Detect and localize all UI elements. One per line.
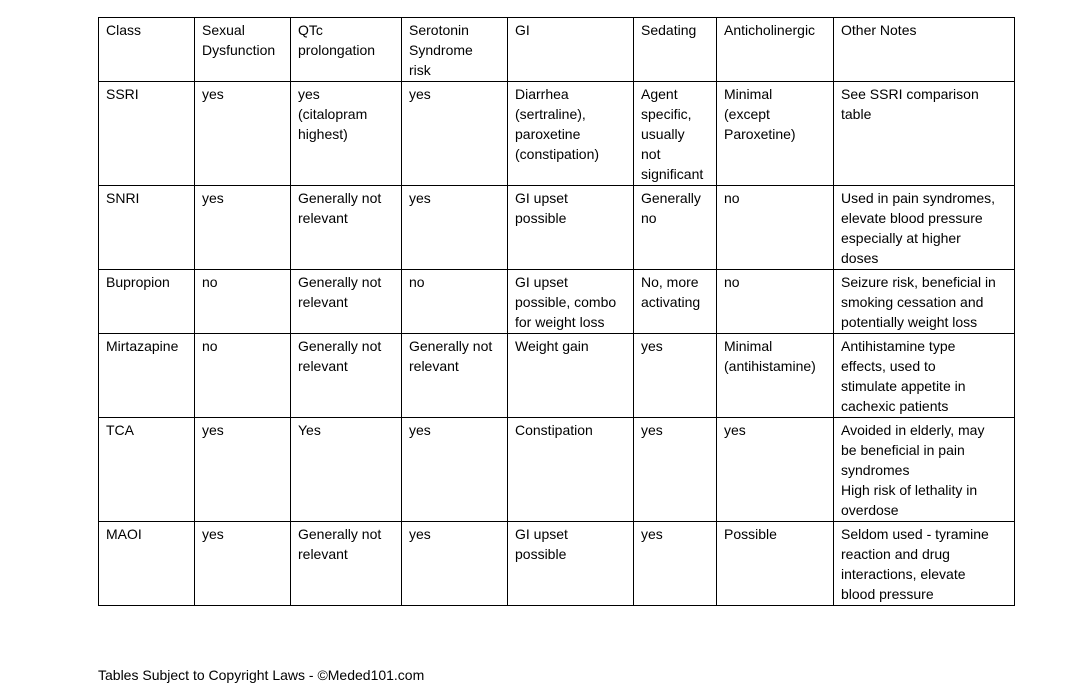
cell-sedating: Agent specific, usually not significant: [634, 82, 717, 186]
cell-other-notes: Avoided in elderly, may be beneficial in pain syndromes High risk of lethality in overdose: [834, 418, 1015, 522]
cell-other-notes: Seldom used - tyramine reaction and drug interactions, elevate blood pressure: [834, 522, 1015, 606]
cell-gi: GI upset possible, combo for weight loss: [508, 270, 634, 334]
cell-sexual-dysfunction: no: [195, 270, 291, 334]
table-row: [99, 186, 1015, 270]
cell-qtc-prolongation: Generally not relevant: [291, 186, 402, 270]
column-header-class: Class: [99, 18, 195, 82]
cell-anticholinergic: no: [717, 270, 834, 334]
cell-serotonin-syndrome-risk: no: [402, 270, 508, 334]
cell-class: MAOI: [99, 522, 195, 606]
table-row: [99, 334, 1015, 418]
cell-anticholinergic: no: [717, 186, 834, 270]
cell-gi: Weight gain: [508, 334, 634, 418]
cell-other-notes: See SSRI comparison table: [834, 82, 1015, 186]
cell-sexual-dysfunction: yes: [195, 522, 291, 606]
cell-gi: Constipation: [508, 418, 634, 522]
cell-class: SSRI: [99, 82, 195, 186]
cell-sexual-dysfunction: no: [195, 334, 291, 418]
cell-qtc-prolongation: yes (citalopram highest): [291, 82, 402, 186]
column-header-sedating: Sedating: [634, 18, 717, 82]
cell-anticholinergic: yes: [717, 418, 834, 522]
table-row: [99, 418, 1015, 522]
cell-class: SNRI: [99, 186, 195, 270]
copyright-footer: Tables Subject to Copyright Laws - ©Meded101.com: [98, 667, 425, 683]
column-header-qtc-prolongation: QTc prolongation: [291, 18, 402, 82]
cell-anticholinergic: Possible: [717, 522, 834, 606]
column-header-other-notes: Other Notes: [834, 18, 1015, 82]
cell-sedating: Generally no: [634, 186, 717, 270]
cell-other-notes: Antihistamine type effects, used to stimulate appetite in cachexic patients: [834, 334, 1015, 418]
cell-sexual-dysfunction: yes: [195, 82, 291, 186]
cell-sedating: No, more activating: [634, 270, 717, 334]
column-header-sexual-dysfunction: Sexual Dysfunction: [195, 18, 291, 82]
table-header-row: [99, 18, 1015, 82]
cell-anticholinergic: Minimal (except Paroxetine): [717, 82, 834, 186]
table-row: [99, 270, 1015, 334]
cell-class: Bupropion: [99, 270, 195, 334]
column-header-serotonin-syndrome-risk: Serotonin Syndrome risk: [402, 18, 508, 82]
cell-sedating: yes: [634, 418, 717, 522]
column-header-anticholinergic: Anticholinergic: [717, 18, 834, 82]
cell-sexual-dysfunction: yes: [195, 186, 291, 270]
cell-serotonin-syndrome-risk: yes: [402, 82, 508, 186]
cell-qtc-prolongation: Generally not relevant: [291, 270, 402, 334]
table-row: [99, 82, 1015, 186]
cell-gi: Diarrhea (sertraline), paroxetine (constipation): [508, 82, 634, 186]
cell-qtc-prolongation: Generally not relevant: [291, 334, 402, 418]
cell-other-notes: Used in pain syndromes, elevate blood pressure especially at higher doses: [834, 186, 1015, 270]
cell-sedating: yes: [634, 334, 717, 418]
column-header-gi: GI: [508, 18, 634, 82]
cell-serotonin-syndrome-risk: yes: [402, 522, 508, 606]
antidepressant-comparison-table: [98, 17, 1015, 606]
cell-class: TCA: [99, 418, 195, 522]
cell-gi: GI upset possible: [508, 186, 634, 270]
cell-anticholinergic: Minimal (antihistamine): [717, 334, 834, 418]
cell-qtc-prolongation: Yes: [291, 418, 402, 522]
cell-sexual-dysfunction: yes: [195, 418, 291, 522]
cell-qtc-prolongation: Generally not relevant: [291, 522, 402, 606]
cell-serotonin-syndrome-risk: yes: [402, 418, 508, 522]
cell-other-notes: Seizure risk, beneficial in smoking cessation and potentially weight loss: [834, 270, 1015, 334]
cell-serotonin-syndrome-risk: Generally not relevant: [402, 334, 508, 418]
cell-sedating: yes: [634, 522, 717, 606]
cell-serotonin-syndrome-risk: yes: [402, 186, 508, 270]
cell-class: Mirtazapine: [99, 334, 195, 418]
table-row: [99, 522, 1015, 606]
cell-gi: GI upset possible: [508, 522, 634, 606]
